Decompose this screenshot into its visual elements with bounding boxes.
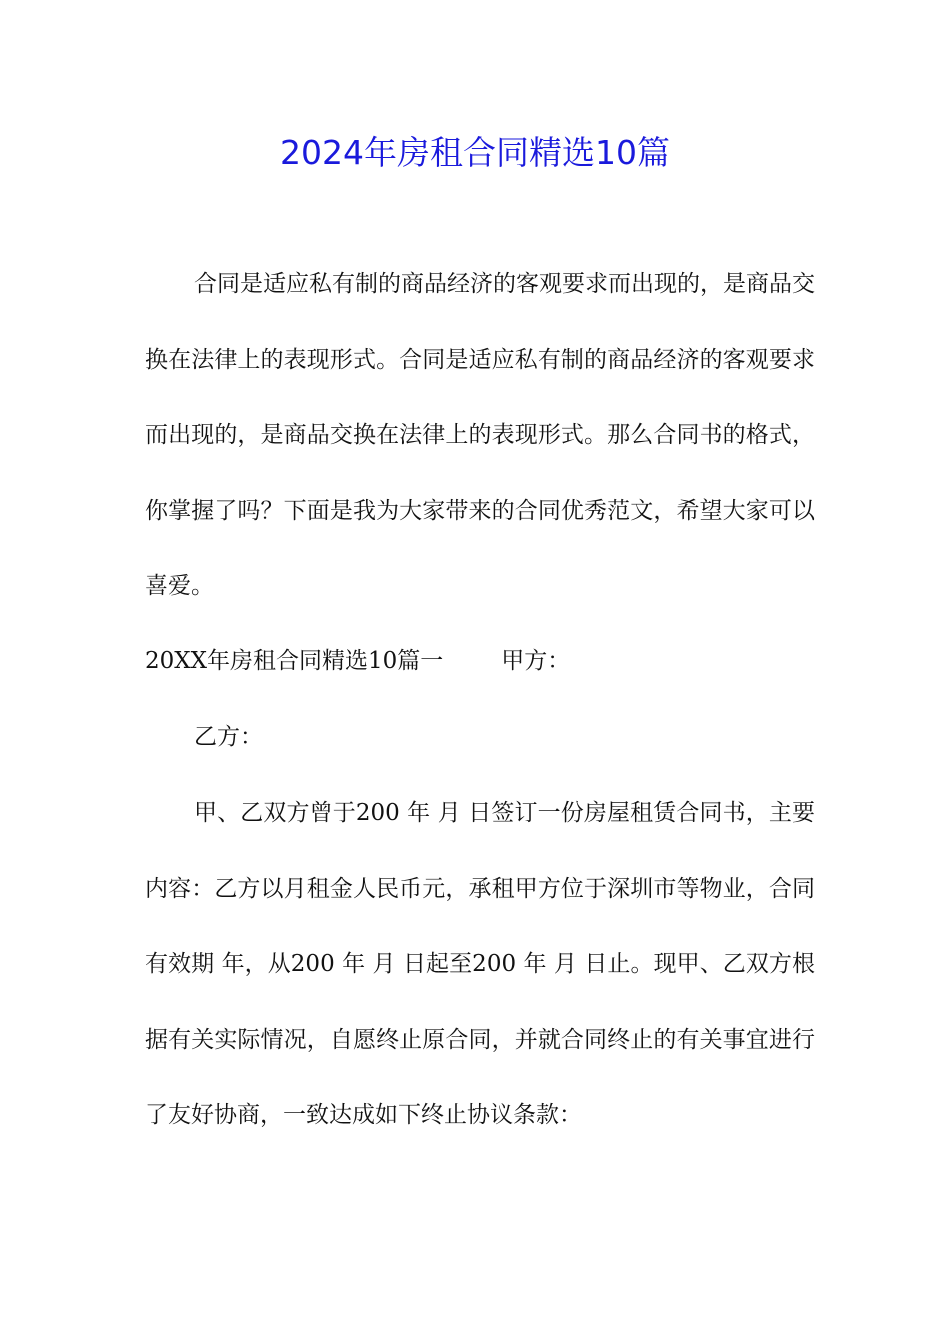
- section-heading-row: [145, 624, 815, 700]
- main-paragraph: 甲、乙双方曾于200 年 月 日签订一份房屋租赁合同书，主要内容：乙方以月租金人民币元，承租甲方位于深圳市等物业，合同有效期 年，从200 年 月 日起至200 年 月 日止。现甲、乙双方根据有关实际情况，自愿终止原合同，并就合同终止的有关事宜进行了友好协商，一致达成如下终止协议条款：: [145, 800, 815, 1128]
- section-heading: 20XX年房租合同精选10篇一: [145, 648, 444, 674]
- intro-paragraph: 合同是适应私有制的商品经济的客观要求而出现的，是商品交换在法律上的表现形式。合同是适应私有制的商品经济的客观要求而出现的，是商品交换在法律上的表现形式。那么合同书的格式，你掌握了吗？下面是我为大家带来的合同优秀范文，希望大家可以喜爱。: [145, 271, 815, 599]
- intro-section: [145, 247, 815, 625]
- section-heading-line: [145, 624, 815, 700]
- document-title: 2024年房租合同精选10篇: [280, 133, 670, 172]
- party-a-label: 甲方：: [501, 648, 571, 674]
- main-section: [145, 776, 815, 1154]
- party-b-label: 乙方：: [194, 724, 263, 750]
- party-b-section: [145, 700, 815, 776]
